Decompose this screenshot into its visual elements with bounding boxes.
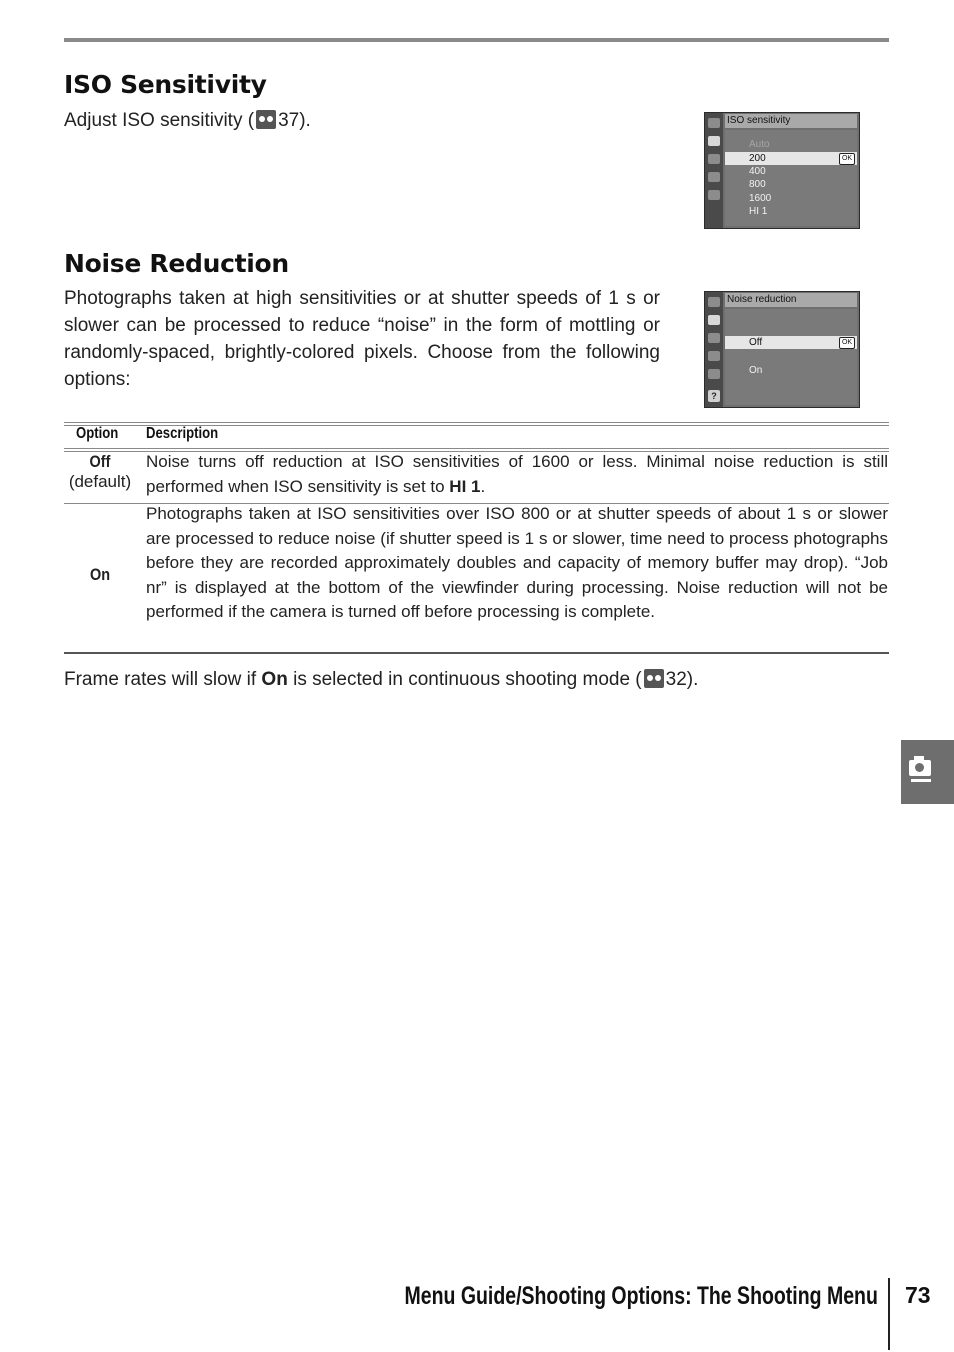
- playback-icon: [708, 297, 720, 307]
- note-text-before: Frame rates will slow if: [64, 669, 262, 690]
- help-icon: ?: [708, 390, 720, 402]
- retouch-icon: [708, 190, 720, 200]
- pencil-icon: [708, 333, 720, 343]
- screen-title: Noise reduction: [725, 293, 857, 307]
- iso-option-200-label: 200: [749, 153, 766, 164]
- wrench-icon: [708, 172, 720, 182]
- iso-option-200: [725, 152, 857, 165]
- iso-option-hi1: HI 1: [749, 206, 768, 217]
- note-ref-page: 32: [665, 669, 687, 690]
- iso-option-1600: 1600: [749, 193, 772, 204]
- iso-option-400: 400: [749, 166, 766, 177]
- reference-eye-icon: [644, 669, 664, 688]
- table-row-off-option: [64, 452, 136, 492]
- iso-ref-page: 37: [278, 110, 300, 131]
- retouch-icon: [708, 369, 720, 379]
- screen-title: ISO sensitivity: [725, 114, 857, 128]
- screen-options: [725, 309, 857, 405]
- ok-icon: OK: [839, 337, 855, 349]
- off-description-bold: HI 1: [449, 476, 481, 496]
- wrench-icon: [708, 351, 720, 361]
- noise-reduction-heading: Noise Reduction: [64, 249, 289, 278]
- column-header-option: Option: [76, 425, 119, 442]
- noise-reduction-screen: [704, 291, 860, 408]
- table-row-on-option: [64, 565, 136, 585]
- screen-options: [725, 130, 857, 226]
- iso-text-after: ).: [299, 110, 311, 131]
- pencil-icon: [708, 154, 720, 164]
- iso-sensitivity-heading: ISO Sensitivity: [64, 70, 267, 99]
- column-header-description: Description: [146, 425, 219, 442]
- frame-rate-note: [64, 666, 698, 693]
- footer-divider: [888, 1278, 890, 1350]
- nr-option-on: On: [749, 365, 763, 376]
- table-bottom-rule: [64, 652, 889, 654]
- table-top-rule: [64, 422, 889, 423]
- ok-icon: OK: [839, 153, 855, 165]
- top-rule: [64, 38, 889, 42]
- nr-option-off: [725, 336, 857, 349]
- menu-tab-strip: [705, 113, 723, 228]
- reference-eye-icon: [256, 110, 276, 129]
- camera-icon-base: [911, 779, 931, 782]
- camera-icon: [708, 136, 720, 146]
- off-description-text: Noise turns off reduction at ISO sensitivities of 1600 or less. Minimal noise reduction is still performed when ISO sensitivity is set to: [146, 452, 888, 496]
- noise-reduction-text: Photographs taken at high sensitivities or at shutter speeds of 1 s or slower can be processed to reduce “noise” in the form of mottling or randomly-spaced, brightly-colored pixels. Choose from the following options:: [64, 288, 660, 390]
- note-text-middle: is selected in continuous shooting mode (: [287, 669, 642, 690]
- iso-sensitivity-text: [64, 107, 311, 134]
- camera-icon: [708, 315, 720, 325]
- note-text-after: ).: [686, 669, 699, 690]
- camera-icon: [909, 760, 931, 776]
- menu-tab-strip: [705, 292, 723, 407]
- footer-title: Menu Guide/Shooting Options: The Shooting Menu: [404, 1282, 878, 1310]
- table-row-on-description: Photographs taken at ISO sensitivities over ISO 800 or at shutter speeds of about 1 s or slower are processed to reduce noise (if shutter speed is 1 s or slower, time need to process photographs before they are recorded approximately doubles and capacity of memory buffer may drop). “Job nr” is displayed at the bottom of the viewfinder during processing. Noise reduction will not be performed if the camera is turned off before processing is complete.: [146, 504, 888, 621]
- table-row-off-description: [146, 450, 888, 499]
- note-bold-on: On: [261, 669, 288, 690]
- page-number: 73: [905, 1282, 931, 1308]
- playback-icon: [708, 118, 720, 128]
- iso-sensitivity-screen: [704, 112, 860, 229]
- option-off: Off: [89, 452, 111, 471]
- iso-text-before: Adjust ISO sensitivity (: [64, 110, 255, 131]
- off-description-end: .: [480, 476, 486, 496]
- iso-option-800: 800: [749, 179, 766, 190]
- option-on: On: [89, 565, 111, 584]
- header-rule: [64, 448, 889, 449]
- iso-option-auto: Auto: [749, 139, 770, 150]
- nr-option-off-label: Off: [749, 337, 763, 348]
- option-default-note: (default): [68, 472, 132, 491]
